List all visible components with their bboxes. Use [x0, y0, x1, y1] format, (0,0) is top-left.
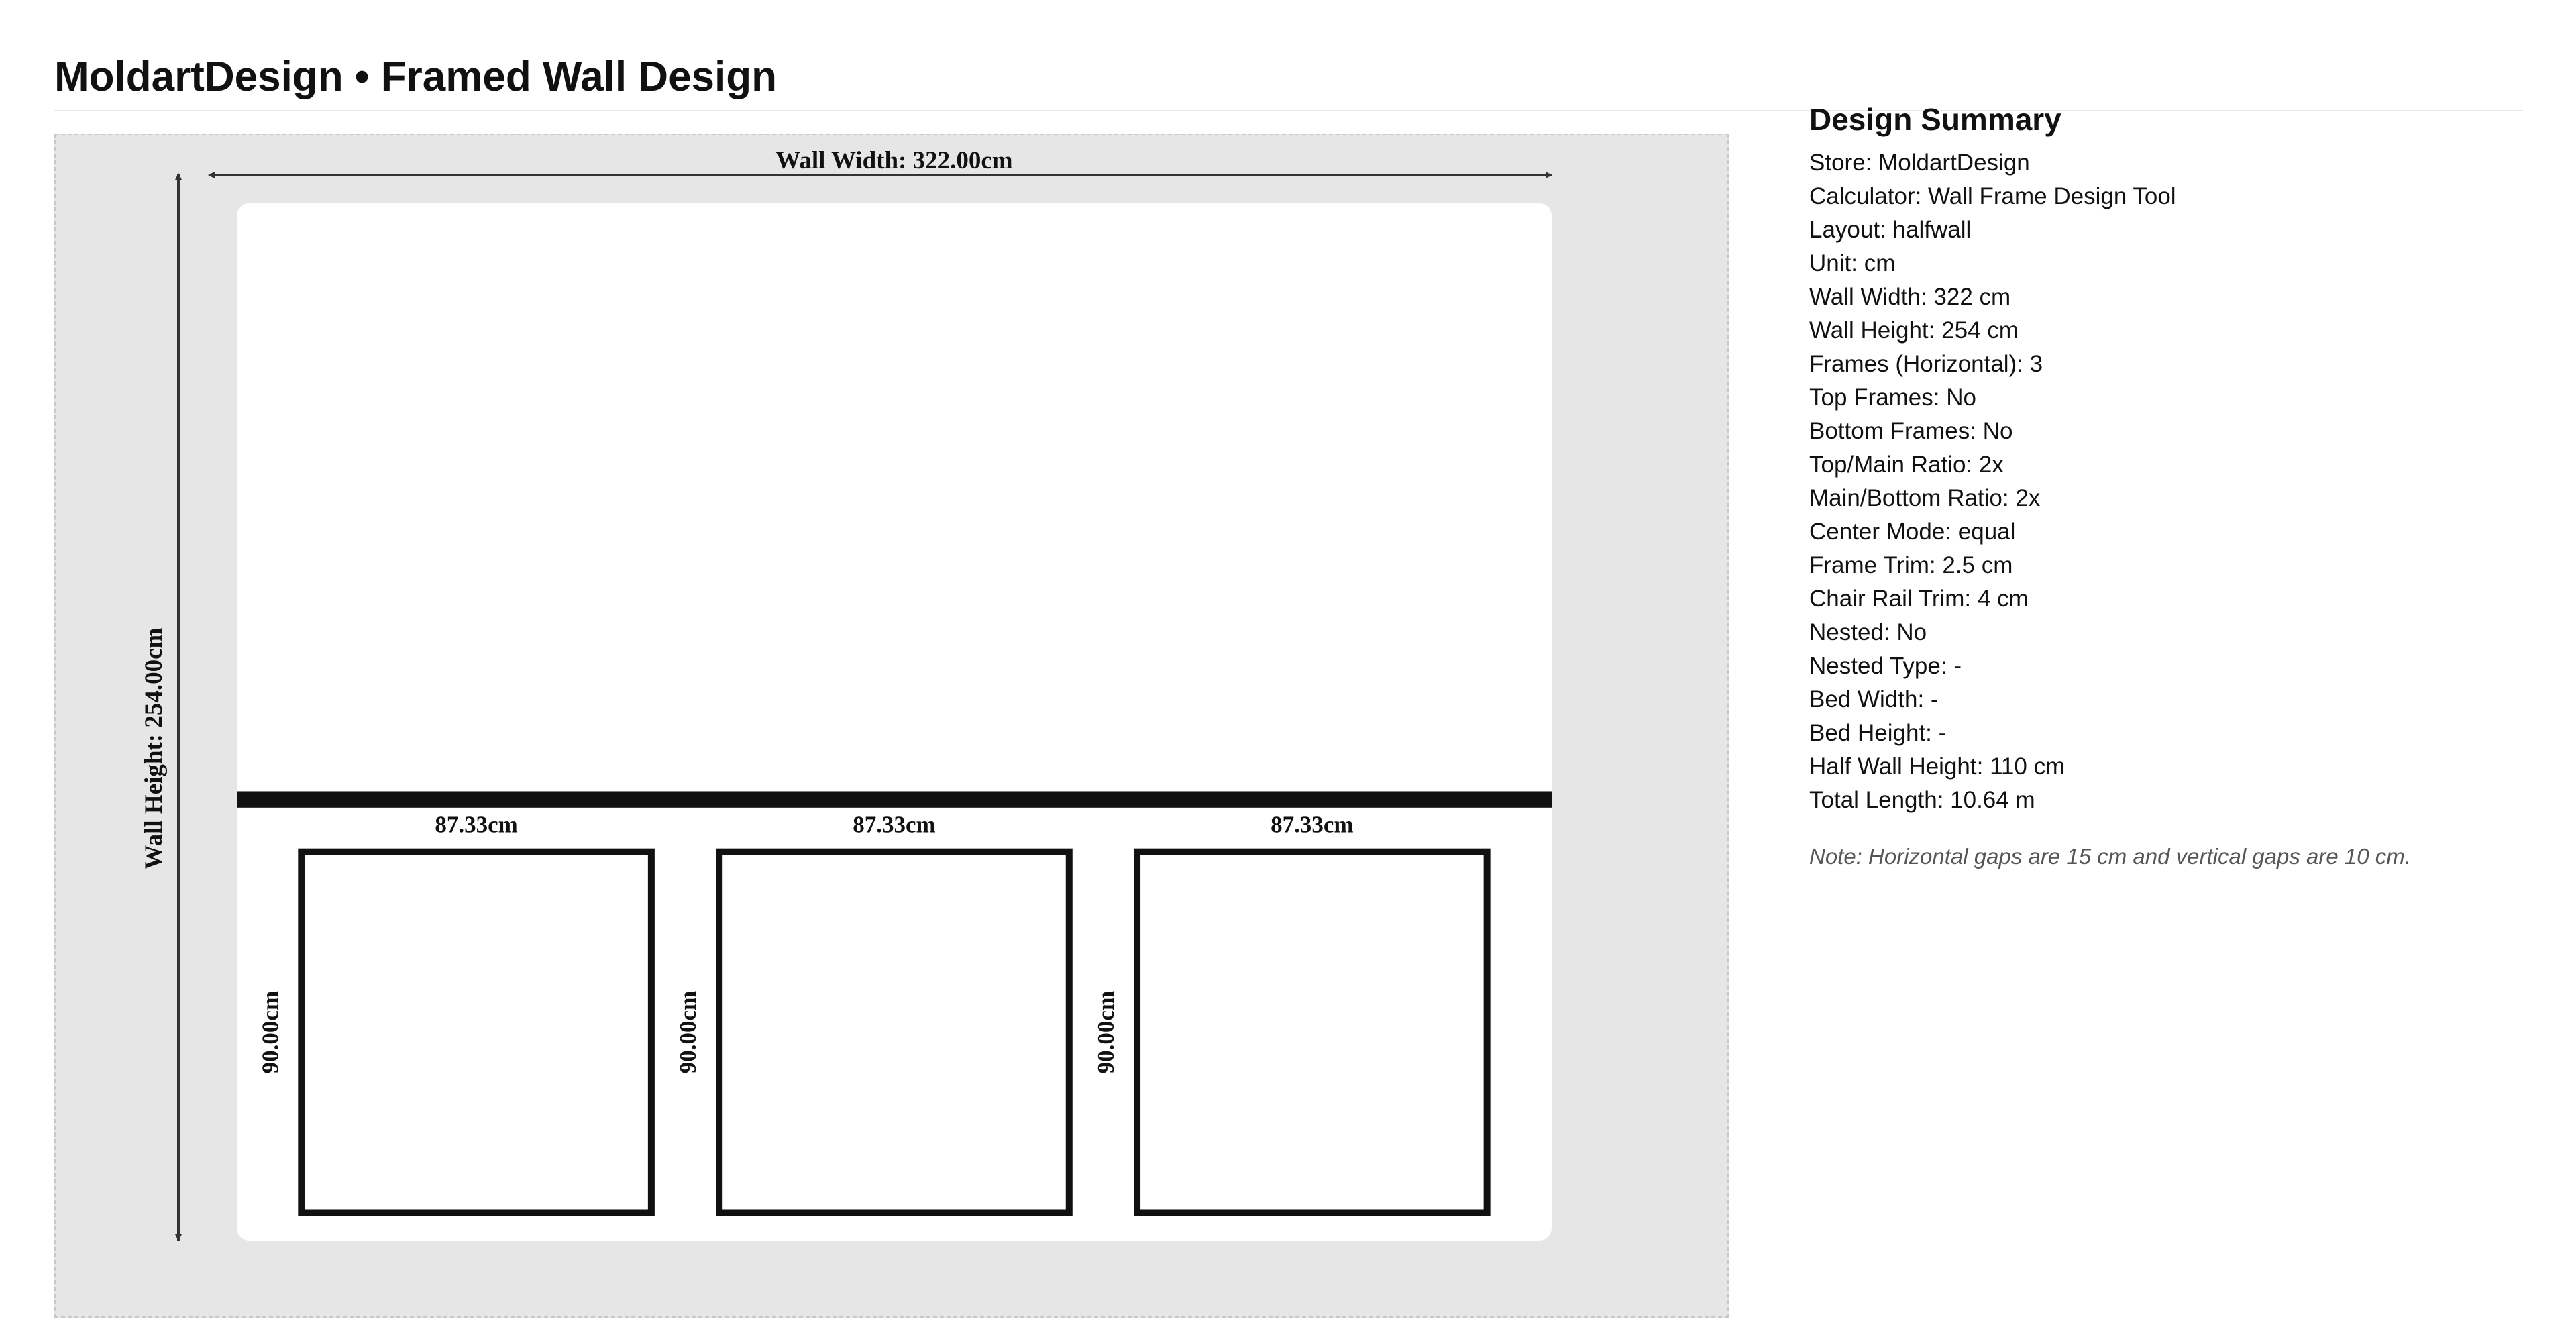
summary-item: Top Frames: No [1809, 384, 1976, 411]
summary-item: Bottom Frames: No [1809, 417, 2013, 444]
chair-rail-trim [237, 791, 1552, 807]
summary-item: Unit: cm [1809, 250, 1896, 276]
page-title: MoldartDesign • Framed Wall Design [54, 54, 777, 100]
summary-item: Bed Height: - [1809, 719, 1947, 746]
summary-item: Chair Rail Trim: 4 cm [1809, 585, 2029, 612]
summary-item: Frames (Horizontal): 3 [1809, 350, 2043, 377]
frame-width-label: 87.33cm [853, 811, 936, 838]
summary-item: Store: MoldartDesign [1809, 149, 2030, 176]
design-summary-title: Design Summary [1809, 102, 2061, 137]
summary-item: Main/Bottom Ratio: 2x [1809, 484, 2041, 511]
summary-item: Nested: No [1809, 619, 1927, 645]
summary-item: Nested Type: - [1809, 652, 1962, 679]
frame-height-label: 90.00cm [257, 990, 284, 1074]
summary-item: Half Wall Height: 110 cm [1809, 753, 2065, 780]
summary-item: Bed Width: - [1809, 686, 1939, 713]
gaps-note: Note: Horizontal gaps are 15 cm and vertical gaps are 10 cm. [1809, 843, 2411, 869]
summary-item: Frame Trim: 2.5 cm [1809, 551, 2013, 578]
summary-item: Center Mode: equal [1809, 518, 2016, 545]
frame-height-label: 90.00cm [675, 990, 702, 1074]
summary-item: Wall Width: 322 cm [1809, 283, 2011, 310]
wall-area [237, 203, 1552, 1241]
wall-height-label: Wall Height: 254.00cm [140, 627, 168, 870]
summary-item: Calculator: Wall Frame Design Tool [1809, 182, 2176, 209]
frame-width-label: 87.33cm [435, 811, 518, 838]
design-canvas [54, 134, 1729, 1318]
design-summary-panel [1809, 101, 2514, 871]
frame-height-label: 90.00cm [1093, 990, 1120, 1074]
summary-item: Total Length: 10.64 m [1809, 786, 2035, 813]
wall-drawing [56, 135, 1730, 1319]
summary-item: Layout: halfwall [1809, 216, 1972, 243]
summary-item: Top/Main Ratio: 2x [1809, 451, 2004, 478]
wall-width-label: Wall Width: 322.00cm [775, 147, 1013, 174]
summary-list [1809, 146, 2514, 817]
summary-item: Wall Height: 254 cm [1809, 317, 2019, 344]
frame-width-label: 87.33cm [1271, 811, 1354, 838]
